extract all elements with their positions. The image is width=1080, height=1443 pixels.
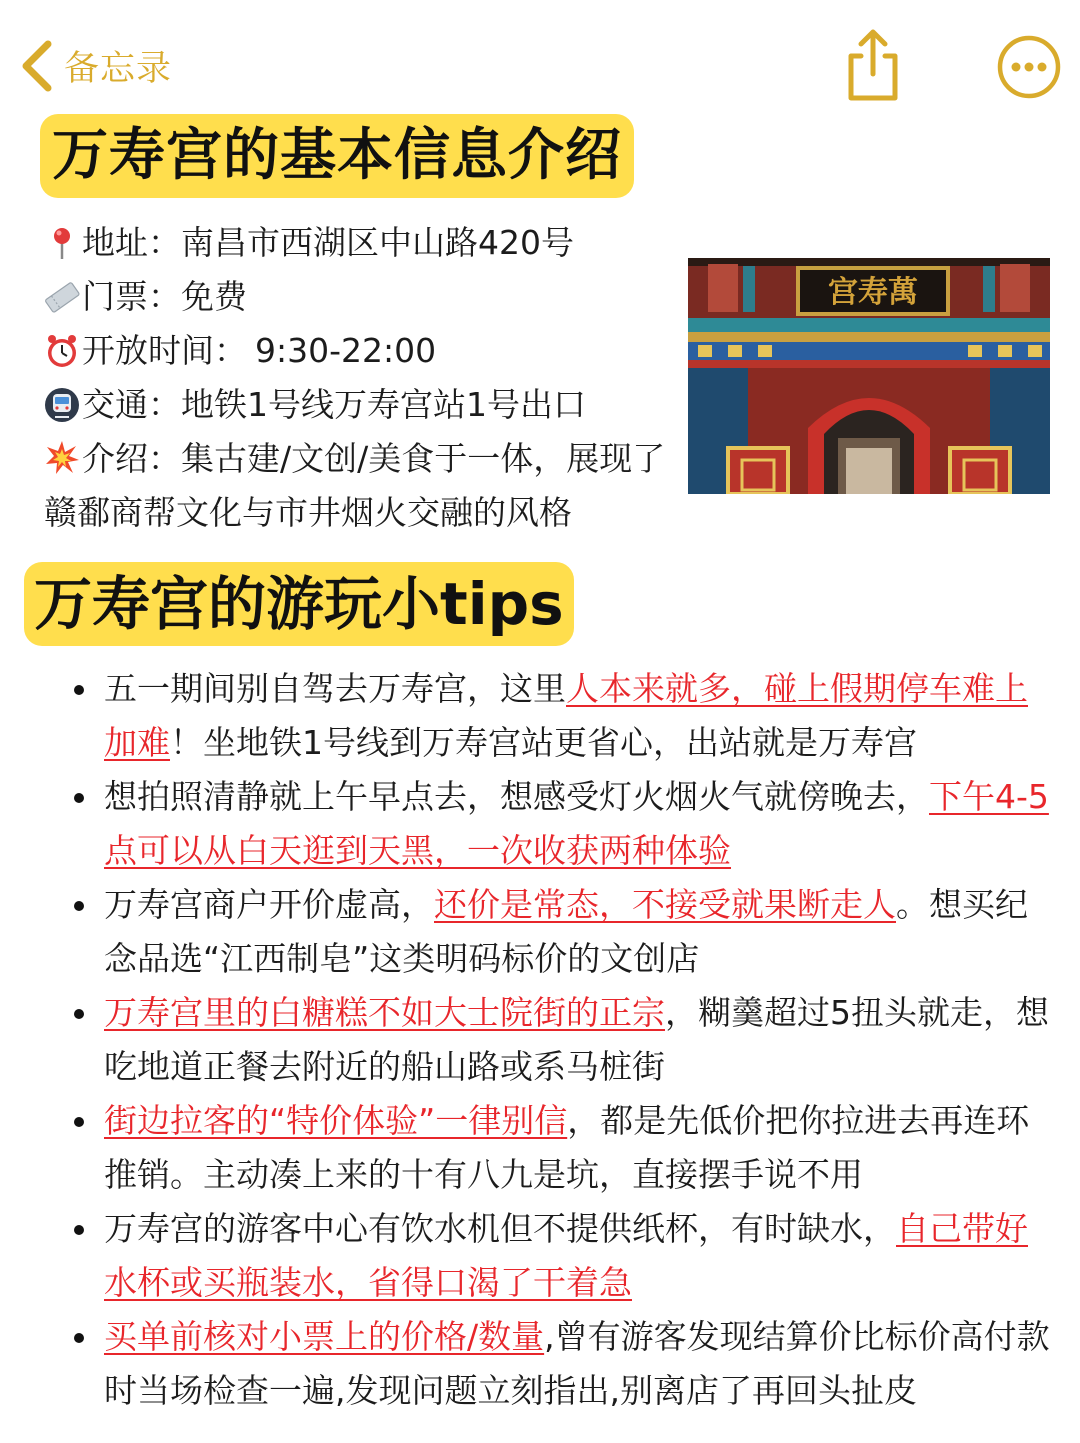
list-item: 买单前核对小票上的价格/数量,曾有游客发现结算价比标价高付款时当场检查一遍,发现问题立刻指出,别离店了再回头扯皮 <box>104 1310 1054 1418</box>
list-item: 万寿宫商户开价虚高，还价是常态，不接受就果断走人。想买纪念品选“江西制皂”这类明码标价的文创店 <box>104 878 1054 986</box>
intro-row <box>44 432 674 540</box>
collision-icon <box>44 440 80 476</box>
back-label: 备忘录 <box>64 49 173 89</box>
ticket-value: 免费 <box>181 277 247 316</box>
highlight-text: 人本来就多，碰上假期停车难上加难 <box>104 669 1028 762</box>
address-value: 南昌市西湖区中山路420号 <box>181 223 574 262</box>
pin-icon <box>44 225 80 261</box>
highlight-text: 自己带好水杯或买瓶装水，省得口渴了干着急 <box>104 1209 1028 1302</box>
section-title-basic-info: 万寿宫的基本信息介绍 <box>40 114 634 198</box>
hours-value: 9:30-22:00 <box>255 331 437 370</box>
list-item: 五一期间别自驾去万寿宫，这里人本来就多，碰上假期停车难上加难！坐地铁1号线到万寿宫站更省心，出站就是万寿宫 <box>104 662 1054 770</box>
highlight-text: 买单前核对小票上的价格/数量 <box>104 1317 545 1356</box>
transport-label: 交通： <box>82 385 181 424</box>
list-item: 万寿宫里的白糖糕不如大士院街的正宗，糊羹超过5扭头就走，想吃地道正餐去附近的船山路或系马桩街 <box>104 986 1054 1094</box>
intro-label: 介绍： <box>82 439 181 478</box>
highlight-text: 下午4-5点可以从白天逛到天黑，一次收获两种体验 <box>104 777 1049 870</box>
section-title-tips: 万寿宫的游玩小tips <box>24 562 574 646</box>
highlight-text: 还价是常态，不接受就果断走人 <box>434 885 896 924</box>
address-label: 地址： <box>82 223 181 262</box>
signboard-text: 宫寿萬 <box>828 275 918 310</box>
metro-icon <box>44 387 80 423</box>
basic-info-block <box>44 216 674 540</box>
back-button[interactable] <box>18 36 172 96</box>
more-icon[interactable] <box>996 34 1062 100</box>
list-item: 万寿宫的游客中心有饮水机但不提供纸杯，有时缺水，自己带好水杯或买瓶装水，省得口渴了干着急 <box>104 1202 1054 1310</box>
list-item: 想拍照清静就上午早点去，想感受灯火烟火气就傍晚去，下午4-5点可以从白天逛到天黑，一次收获两种体验 <box>104 770 1054 878</box>
ticket-icon <box>44 279 80 315</box>
intro-value: 集古建/文创/美食于一体，展现了赣鄱商帮文化与市井烟火交融的风格 <box>44 439 666 532</box>
hours-row <box>44 324 674 378</box>
alarm-clock-icon <box>44 333 80 369</box>
transport-row <box>44 378 674 432</box>
highlight-text: 街边拉客的“特价体验”一律别信 <box>104 1101 568 1140</box>
ticket-row <box>44 270 674 324</box>
highlight-text: 万寿宫里的白糖糕不如大士院街的正宗 <box>104 993 665 1032</box>
transport-value: 地铁1号线万寿宫站1号出口 <box>181 385 586 424</box>
address-row <box>44 216 674 270</box>
share-icon[interactable] <box>842 28 904 102</box>
chevron-left-icon <box>18 36 56 96</box>
list-item: 街边拉客的“特价体验”一律别信，都是先低价把你拉进去再连环推销。主动凑上来的十有八九是坑，直接摆手说不用 <box>104 1094 1054 1202</box>
hours-label: 开放时间： <box>82 331 247 370</box>
wanshougong-gate-photo <box>688 258 1050 494</box>
tips-list <box>104 662 1054 1418</box>
ticket-label: 门票： <box>82 277 181 316</box>
nav-bar <box>0 0 1080 110</box>
